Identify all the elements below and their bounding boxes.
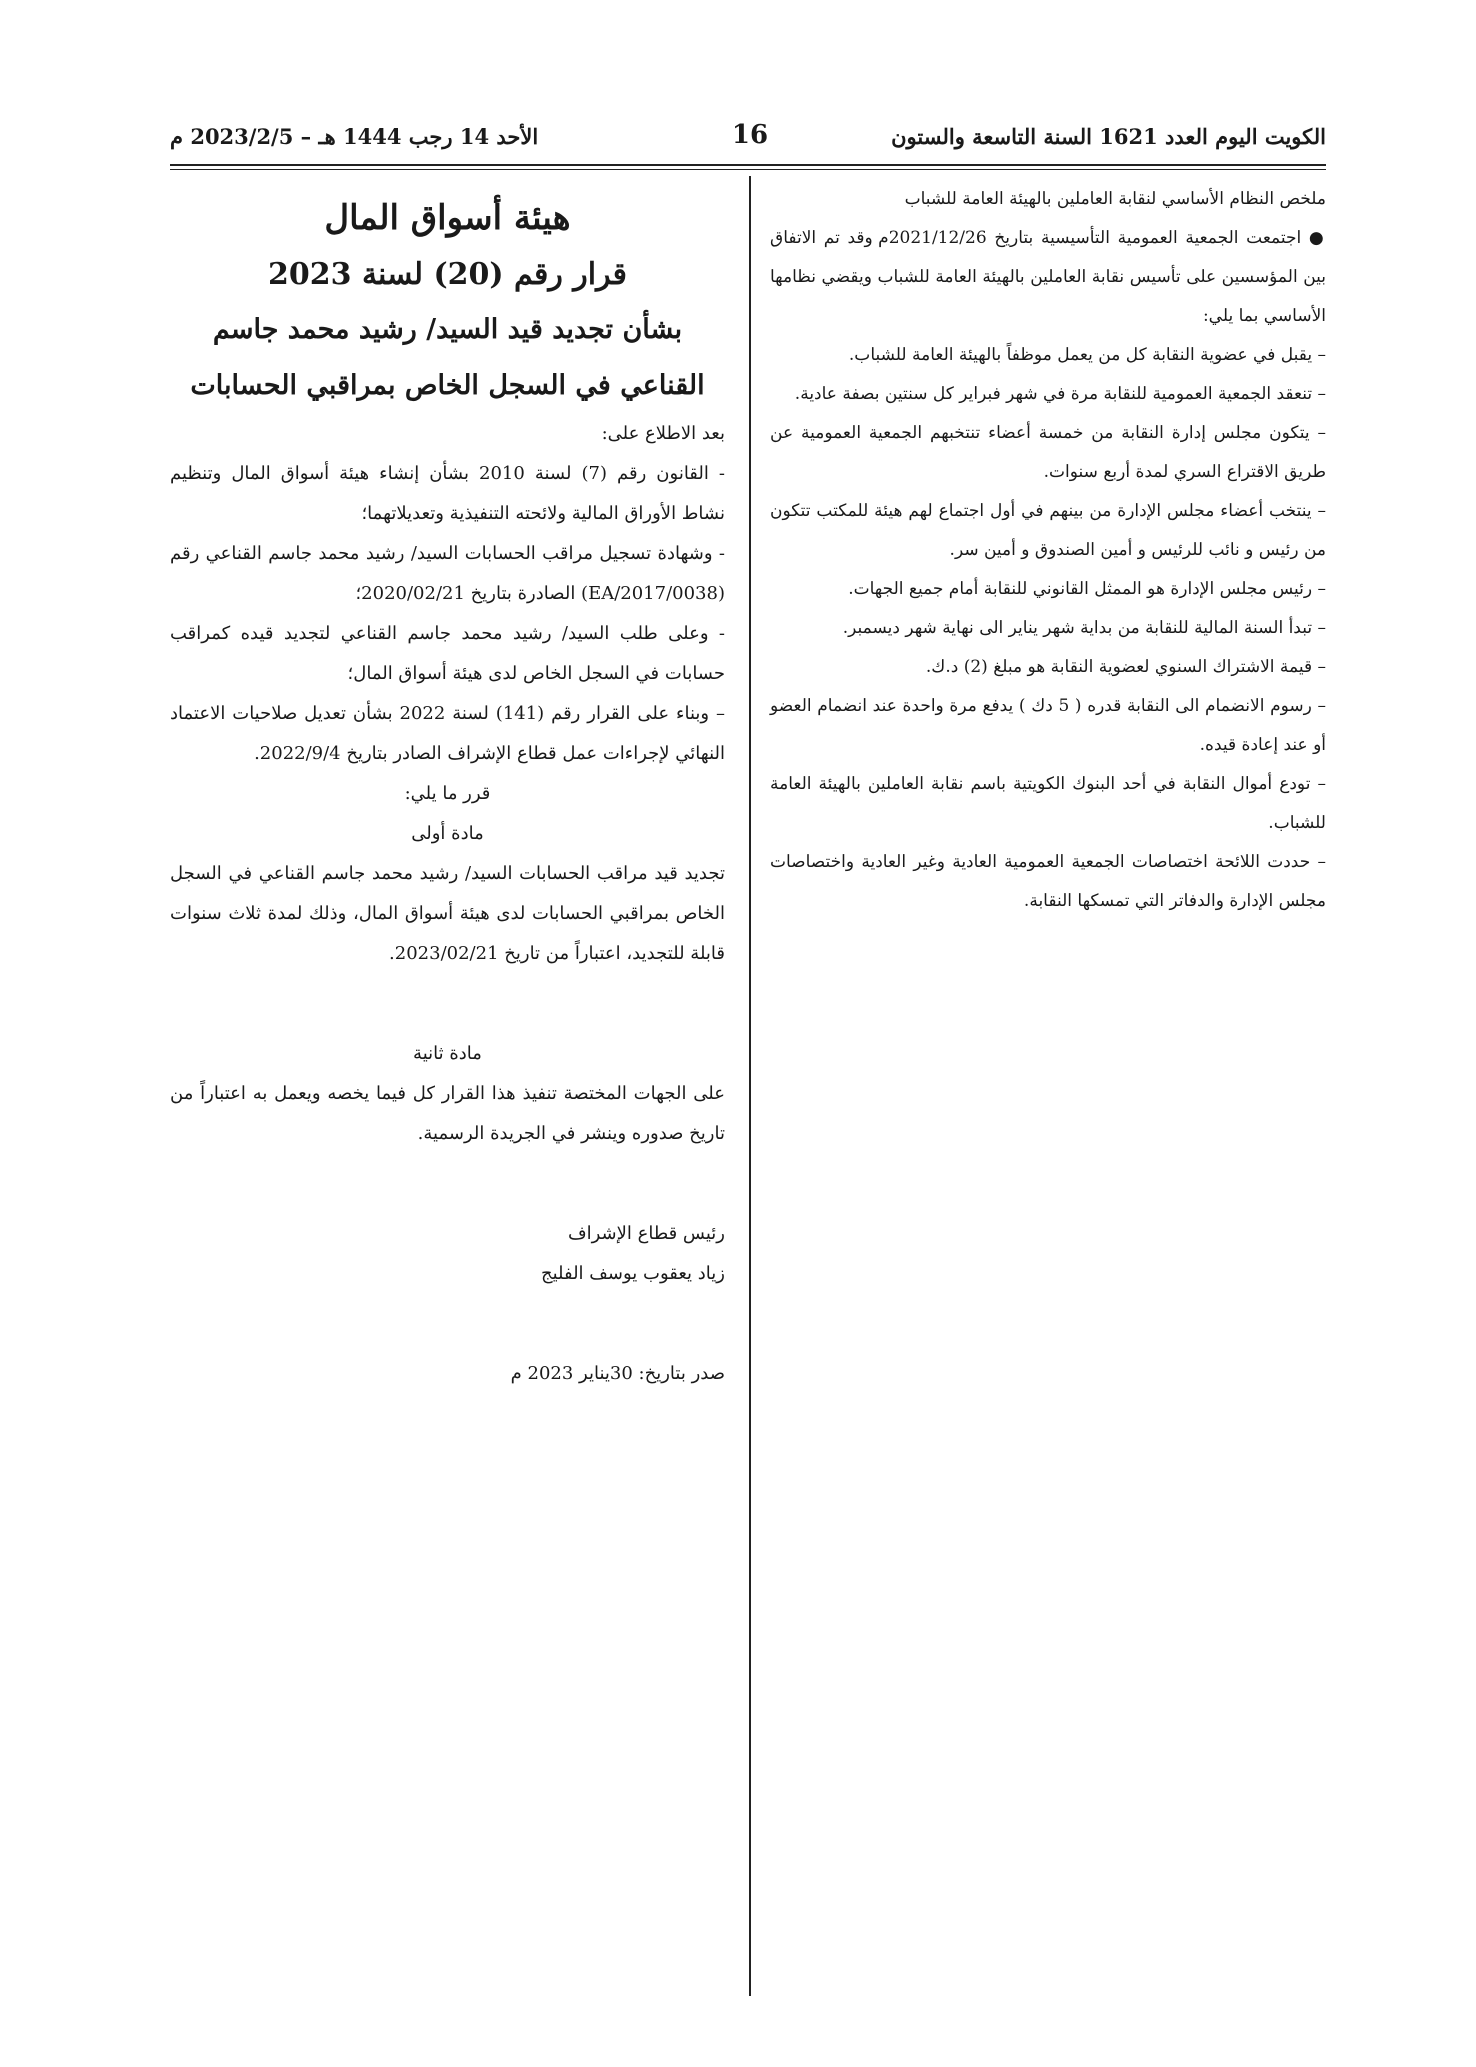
decision-title: قرار رقم (20) لسنة 2023 xyxy=(268,257,627,292)
list-item: – رسوم الانضمام الى النقابة قدره ( 5 دك ) يدفع مرة واحدة عند انضمام العضو أو عند إعادة قيده. xyxy=(770,696,1326,755)
preamble-item: - وشهادة تسجيل مراقب الحسابات السيد/ رشيد محمد جاسم القناعي رقم (EA/2017/0038) الصادرة بتاريخ 2020/02/21؛ xyxy=(170,543,725,604)
preamble-intro: بعد الاطلاع على: xyxy=(601,423,725,444)
list-item: – تنعقد الجمعية العمومية للنقابة مرة في شهر فبراير كل سنتين بصفة عادية. xyxy=(794,384,1326,404)
article-2-text: على الجهات المختصة تنفيذ هذا القرار كل فيما يخصه ويعمل به اعتباراً من تاريخ صدوره وينشر في الجريدة الرسمية. xyxy=(170,1083,725,1144)
header-rule-thin xyxy=(170,169,1326,170)
list-item: – قيمة الاشتراك السنوي لعضوية النقابة هو مبلغ (2) د.ك. xyxy=(925,657,1326,677)
preamble-item: – وبناء على القرار رقم (141) لسنة 2022 بشأن تعديل صلاحيات الاعتماد النهائي لإجراءات عمل قطاع الإشراف الصادر بتاريخ 2022/9/4. xyxy=(170,703,725,764)
decided-heading: قرر ما يلي: xyxy=(404,783,491,804)
column-divider xyxy=(749,176,751,1996)
signatory-name: زياد يعقوب يوسف الفليج xyxy=(540,1263,725,1284)
list-item: – تودع أموال النقابة في أحد البنوك الكويتية باسم نقابة العاملين بالهيئة العامة للشباب. xyxy=(770,774,1326,833)
signature-block xyxy=(170,1214,725,1294)
right-column xyxy=(770,180,1326,921)
list-item: – تبدأ السنة المالية للنقابة من بداية شهر يناير الى نهاية شهر ديسمبر. xyxy=(842,618,1326,638)
preamble-item: - وعلى طلب السيد/ رشيد محمد جاسم القناعي لتجديد قيده كمراقب حسابات في السجل الخاص لدى هيئة أسواق المال؛ xyxy=(170,623,725,684)
union-summary-heading: ملخص النظام الأساسي لنقابة العاملين بالهيئة العامة للشباب xyxy=(904,189,1326,209)
article-1-title: مادة أولى xyxy=(411,823,484,844)
list-item: – يتكون مجلس إدارة النقابة من خمسة أعضاء تنتخبهم الجمعية العمومية عن طريق الاقتراع السري لمدة أربع سنوات. xyxy=(770,423,1326,482)
preamble-item: - القانون رقم (7) لسنة 2010 بشأن إنشاء هيئة أسواق المال وتنظيم نشاط الأوراق المالية ولائحته التنفيذية وتعديلاتهما؛ xyxy=(170,463,725,524)
header-date: الأحد 14 رجب 1444 هـ – 2023/2/5 م xyxy=(170,124,539,149)
signatory-title: رئيس قطاع الإشراف xyxy=(567,1223,725,1244)
list-item: – ينتخب أعضاء مجلس الإدارة من بينهم في أول اجتماع لهم هيئة للمكتب تتكون من رئيس و نائب للرئيس و أمين الصندوق و أمين سر. xyxy=(770,501,1326,560)
list-item: – حددت اللائحة اختصاصات الجمعية العمومية العادية وغير العادية واختصاصات مجلس الإدارة والدفاتر التي تمسكها النقابة. xyxy=(770,852,1326,911)
header-publication: الكويت اليوم العدد 1621 السنة التاسعة والستون xyxy=(891,124,1326,149)
list-item: – يقبل في عضوية النقابة كل من يعمل موظفاً بالهيئة العامة للشباب. xyxy=(848,345,1326,365)
list-item: – رئيس مجلس الإدارة هو الممثل القانوني للنقابة أمام جميع الجهات. xyxy=(848,579,1326,599)
page-number: 16 xyxy=(731,120,769,150)
header-rule-thick xyxy=(170,164,1326,166)
left-column xyxy=(170,180,725,1394)
article-1-text: تجديد قيد مراقب الحسابات السيد/ رشيد محمد جاسم القناعي في السجل الخاص بمراقبي الحسابات لدى هيئة أسواق المال، وذلك لمدة ثلاث سنوات قابلة للتجديد، اعتباراً من تاريخ 2023/02/21. xyxy=(170,863,725,964)
page-header xyxy=(170,118,1326,162)
article-2-title: مادة ثانية xyxy=(413,1043,482,1064)
decision-subject: بشأن تجديد قيد السيد/ رشيد محمد جاسم القناعي في السجل الخاص بمراقبي الحسابات xyxy=(190,314,705,401)
issue-date: صدر بتاريخ: 30يناير 2023 م xyxy=(510,1363,725,1384)
union-summary-intro: ● اجتمعت الجمعية العمومية التأسيسية بتاريخ 2021/12/26م وقد تم الاتفاق بين المؤسسين على تأسيس نقابة العاملين بالهيئة العامة للشباب ويقضي نظامها الأساسي بما يلي: xyxy=(770,228,1326,326)
authority-title: هيئة أسواق المال xyxy=(324,198,571,238)
